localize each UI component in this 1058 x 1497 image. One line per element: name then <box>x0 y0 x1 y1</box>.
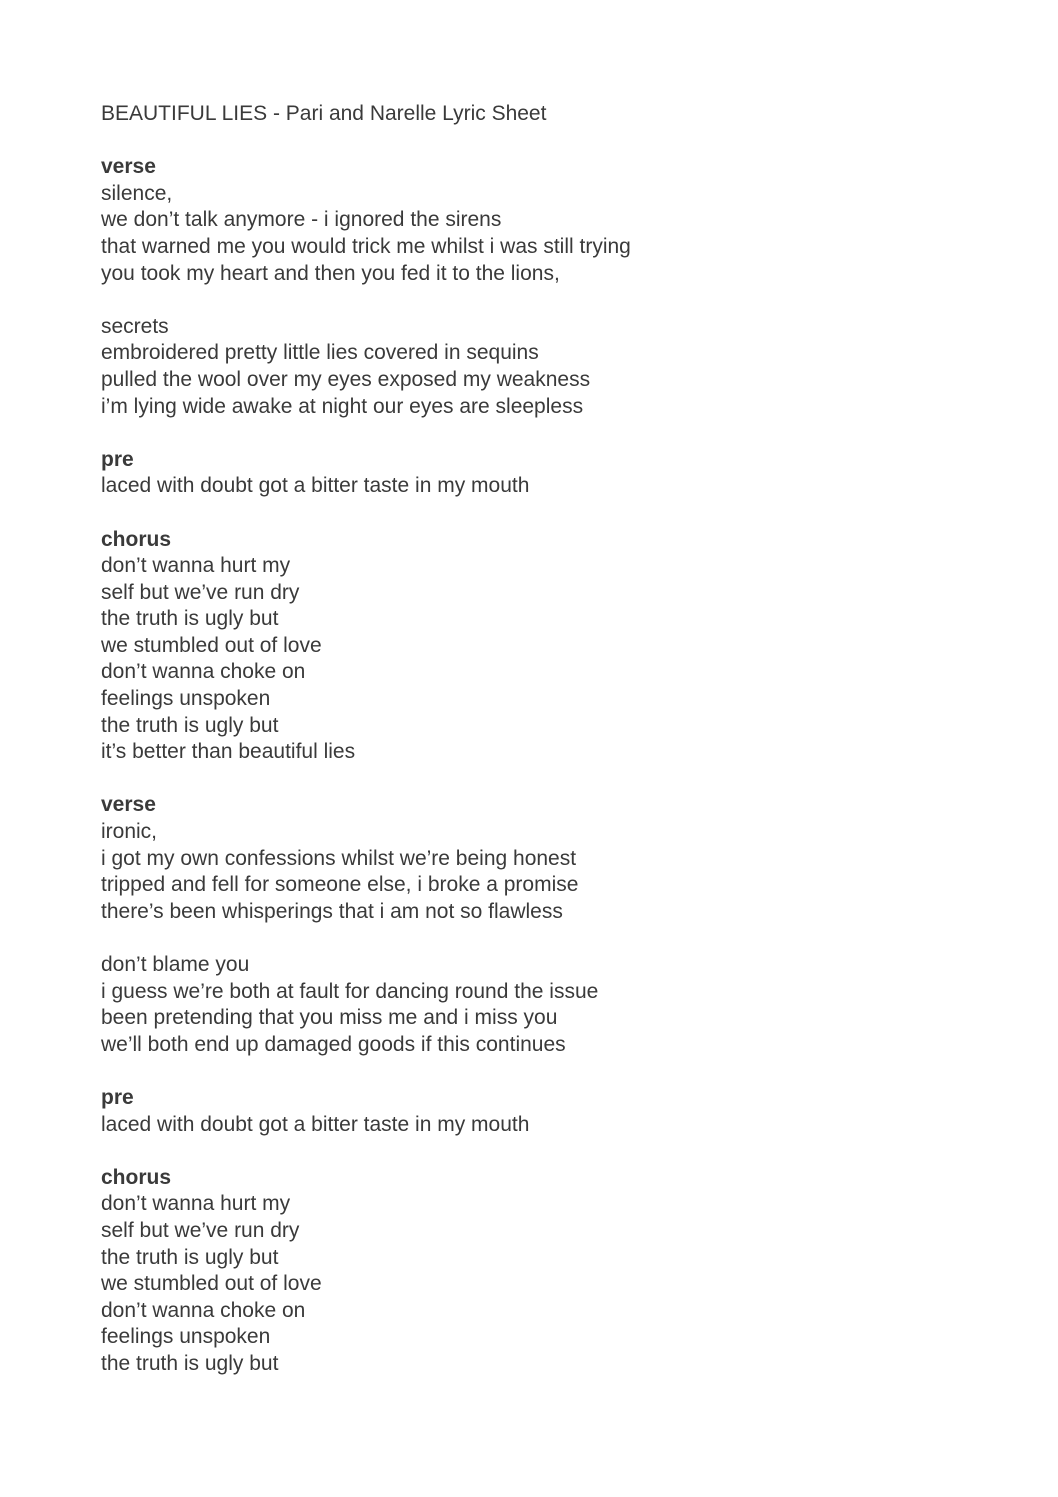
lyric-line: the truth is ugly but <box>101 607 279 631</box>
lyric-line: feelings unspoken <box>101 1325 271 1349</box>
stanza <box>101 952 1001 1058</box>
lyric-line: we stumbled out of love <box>101 1272 322 1296</box>
stanza <box>101 1191 1001 1377</box>
lyric-line: don’t wanna choke on <box>101 660 306 684</box>
lyric-section-pre <box>101 1085 1001 1138</box>
lyric-line: don’t wanna hurt my <box>101 1192 291 1216</box>
lyric-line: been pretending that you miss me and i miss you <box>101 1006 558 1030</box>
lyric-section-chorus <box>101 1165 1001 1378</box>
lyric-line: don’t wanna choke on <box>101 1298 306 1322</box>
lyric-line: there’s been whisperings that i am not so flawless <box>101 899 563 923</box>
lyric-line: we don’t talk anymore - i ignored the sirens <box>101 208 502 232</box>
section-heading: chorus <box>101 1165 172 1189</box>
stanza <box>101 1112 1001 1139</box>
lyric-line: feelings unspoken <box>101 687 271 711</box>
lyric-sheet <box>101 101 1001 1378</box>
stanza <box>101 473 1001 500</box>
lyric-line: the truth is ugly but <box>101 713 279 737</box>
lyric-line: ironic, <box>101 820 158 844</box>
section-heading: verse <box>101 793 156 817</box>
lyric-section-chorus <box>101 527 1001 766</box>
lyric-line: don’t wanna hurt my <box>101 554 291 578</box>
lyric-line: the truth is ugly but <box>101 1351 279 1375</box>
lyric-line: the truth is ugly but <box>101 1245 279 1269</box>
lyric-line: secrets <box>101 314 169 338</box>
lyric-section-pre <box>101 447 1001 500</box>
lyric-section-verse <box>101 154 1001 420</box>
stanza <box>101 553 1001 766</box>
section-heading: verse <box>101 155 156 179</box>
lyric-section-verse <box>101 792 1001 1058</box>
lyric-line: we’ll both end up damaged goods if this continues <box>101 1032 566 1056</box>
lyric-line: i’m lying wide awake at night our eyes are sleepless <box>101 394 584 418</box>
section-heading: chorus <box>101 527 172 551</box>
section-heading: pre <box>101 1085 134 1109</box>
lyric-line: i guess we’re both at fault for dancing round the issue <box>101 979 599 1003</box>
lyric-line: laced with doubt got a bitter taste in my mouth <box>101 1112 530 1136</box>
lyric-line: pulled the wool over my eyes exposed my weakness <box>101 367 591 391</box>
lyric-line: i got my own confessions whilst we’re being honest <box>101 846 577 870</box>
lyric-line: don’t blame you <box>101 953 250 976</box>
lyric-sections <box>101 154 1001 1377</box>
lyric-line: silence, <box>101 181 173 205</box>
lyric-line: it’s better than beautiful lies <box>101 740 356 764</box>
stanza <box>101 819 1001 925</box>
lyric-line: laced with doubt got a bitter taste in my mouth <box>101 474 530 498</box>
lyric-line: embroidered pretty little lies covered in sequins <box>101 341 539 365</box>
stanza <box>101 181 1001 287</box>
lyric-line: tripped and fell for someone else, i broke a promise <box>101 873 579 897</box>
section-heading: pre <box>101 447 134 471</box>
document-title: BEAUTIFUL LIES - Pari and Narelle Lyric Sheet <box>101 102 547 125</box>
stanza <box>101 314 1001 420</box>
lyric-line: we stumbled out of love <box>101 633 322 657</box>
lyric-line: self but we’ve run dry <box>101 580 300 604</box>
lyric-line: you took my heart and then you fed it to the lions, <box>101 261 560 285</box>
lyric-line: that warned me you would trick me whilst i was still trying <box>101 234 631 258</box>
lyric-line: self but we’ve run dry <box>101 1218 300 1242</box>
